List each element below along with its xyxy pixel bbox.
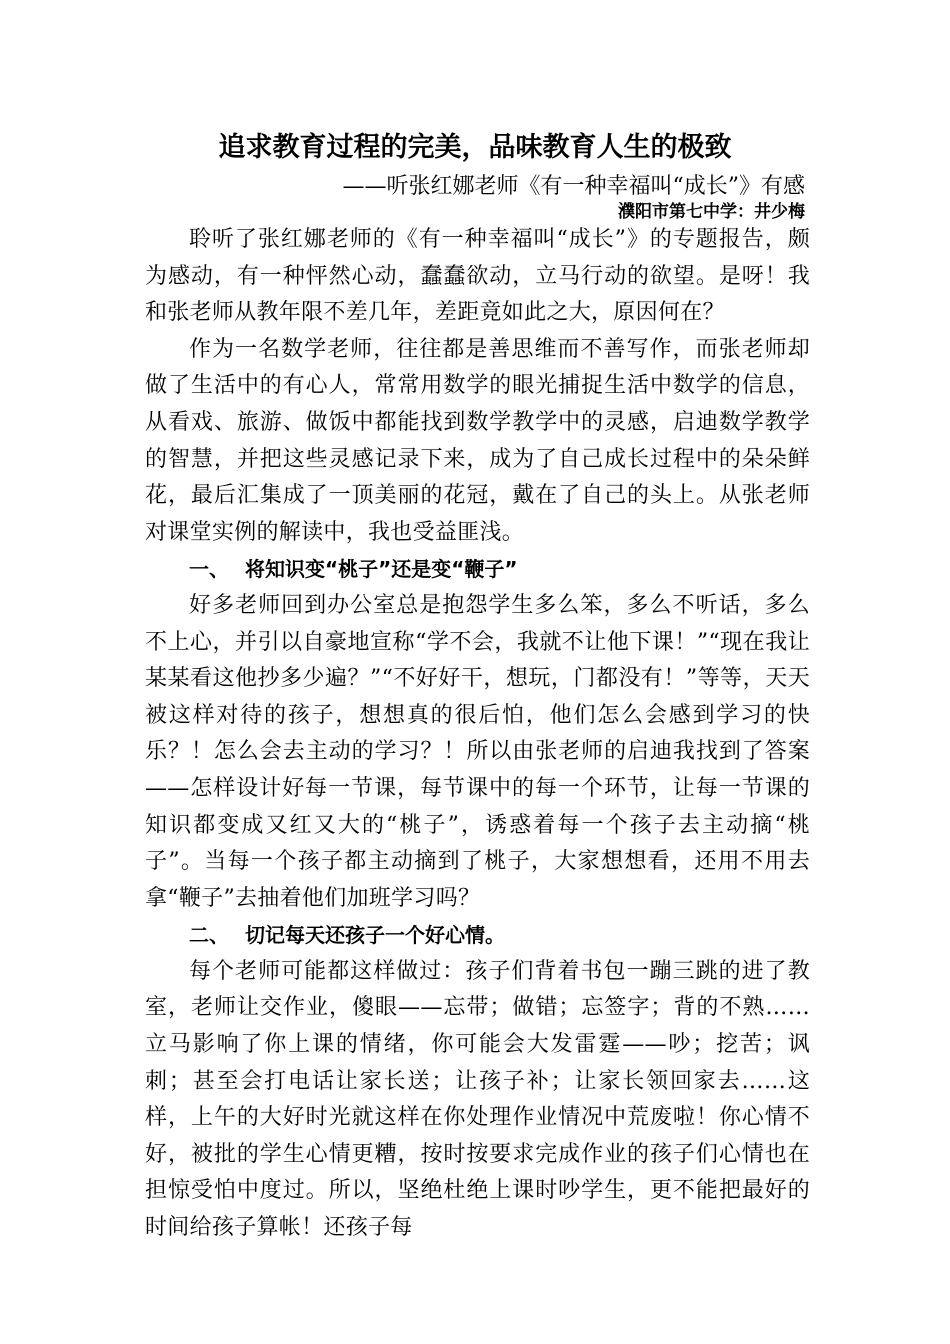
section-heading-1 (145, 551, 810, 588)
document-author: 濮阳市第七中学：井少梅 (618, 202, 805, 222)
document-body (145, 222, 810, 1247)
section-title-1: 将知识变“桃子”还是变“鞭子” (245, 557, 518, 582)
section-title-2: 切记每天还孩子一个好心情。 (245, 923, 505, 948)
body-paragraph-1: 聆听了张红娜老师的《有一种幸福叫“成长”》的专题报告，颇为感动，有一种怦然心动，蠢蠢欲动，立马行动的欲望。是呀！我和张老师从教年限不差几年，差距竟如此之大，原因何在？ (145, 227, 810, 326)
section-number-1: 一、 (189, 557, 229, 582)
section-paragraph-2: 每个老师可能都这样做过：孩子们背着书包一蹦三跳的进了教室，老师让交作业，傻眼——忘带；做错；忘签字；背的不熟……立马影响了你上课的情绪，你可能会大发雷霆——吵；挖苦；讽刺；甚至会打电话让家长送；让孩子补；让家长领回家去……这样，上午的大好时光就这样在你处理作业情况中荒废啦！你心情不好，被批的学生心情更糟，按时按要求完成作业的孩子们心情也在担惊受怕中度过。所以，坚绝杜绝上课时吵学生，更不能把最好的时间给孩子算帐！还孩子每 (145, 958, 810, 1241)
document-title: 追求教育过程的完美，品味教育人生的极致 (218, 132, 732, 163)
document-subtitle: ——听张红娜老师《有一种幸福叫“成长”》有感 (342, 174, 805, 199)
section-heading-2 (145, 917, 810, 954)
section-paragraph-1: 好多老师回到办公室总是抱怨学生多么笨，多么不听话，多么不上心，并引以自豪地宣称“学不会，我就不让他下课！”“现在我让某某看这他抄多少遍？”“不好好干，想玩，门都没有！”等等，天天被这样对待的孩子，想想真的很后怕，他们怎么会感到学习的快乐？！怎么会去主动的学习？！所以由张老师的启迪我找到了答案——怎样设计好每一节课，每节课中的每一个环节，让每一节课的知识都变成又红又大的“桃子”，诱惑着每一个孩子去主动摘“桃子”。当每一个孩子都主动摘到了桃子，大家想想看，还用不用去拿“鞭子”去抽着他们加班学习吗？ (145, 592, 810, 911)
body-paragraph-2: 作为一名数学老师，往往都是善思维而不善写作，而张老师却做了生活中的有心人，常常用数学的眼光捕捉生活中数学的信息，从看戏、旅游、做饭中都能找到数学教学中的灵感，启迪数学教学的智慧，并把这些灵感记录下来，成为了自己成长过程中的朵朵鲜花，最后汇集成了一顶美丽的花冠，戴在了自己的头上。从张老师对课堂实例的解读中，我也受益匪浅。 (145, 336, 810, 545)
section-number-2: 二、 (189, 923, 229, 948)
